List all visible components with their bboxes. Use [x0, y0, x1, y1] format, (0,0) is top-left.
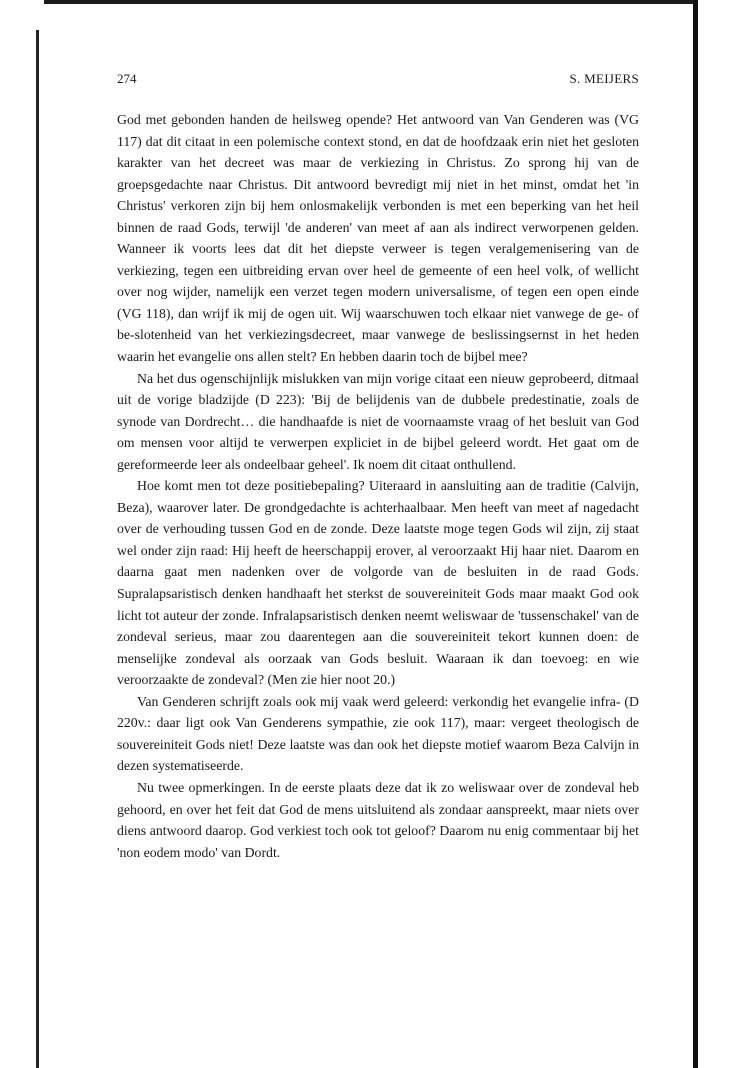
page-header: [117, 71, 639, 91]
scan-edge-right: [693, 0, 698, 1068]
paragraph-4: Van Genderen schrijft zoals ook mij vaak werd geleerd: verkondig het evangelie infra- (D 220v.: daar ligt ook Van Genderens sympathie, zie ook 117), maar: vergeet theologisch de souvereiniteit Gods niet! Deze laatste was dan ook het diepste motief waarom Beza Calvijn in dezen systematiseerde.: [117, 693, 639, 774]
running-head: S. MEIJERS: [569, 71, 639, 86]
paragraph-3: Hoe komt men tot deze positiebepaling? Uiteraard in aansluiting aan de traditie (Calvijn, Beza), waarover later. De grondgedachte is achterhaalbaar. Men heeft van meet af nagedacht over de verhouding tussen God en de zonde. Deze laatste moge tegen Gods wil zijn, zij staat wel onder zijn raad: Hij heeft de heerschappij erover, al veroorzaakt Hij haar niet. Daarom en daarna gaat men nadenken over de volgorde van de besluiten in de raad Gods. Supralapsaristisch denken handhaaft het sterkst de souvereiniteit Gods maar maakt God ook licht tot auteur der zonde. Infralapsaristisch denken neemt weliswaar de 'tussenschakel' van de zondeval serieus, maar zou daarentegen aan die souvereiniteit tekort kunnen doen: de menselijke zondeval als oorzaak van Gods besluit. Waaraan ik dan toevoeg: en wie veroorzaakte de zondeval? (Men zie hier noot 20.): [117, 478, 639, 688]
scan-edge-top: [44, 0, 694, 4]
paragraph-2: Na het dus ogenschijnlijk mislukken van mijn vorige citaat een nieuw geprobeerd, ditmaal uit de vorige bladzijde (D 223): 'Bij de belijdenis van de dubbele predestinatie, zoals de synode van Dordrecht… die handhaafde is niet de voornaamste vraag of het besluit van God om mensen voor altijd te verwerpen expliciet in de bijbel geleerd wordt. Het gaat om de gereformeerde leer als ondeelbaar geheel'. Ik noem dit citaat onthullend.: [117, 370, 639, 472]
page-number: 274: [117, 71, 137, 86]
body-text: [117, 109, 639, 863]
paragraph-5: Nu twee opmerkingen. In de eerste plaats deze dat ik zo weliswaar over de zondeval heb gehoord, en over het feit dat God de mens uitsluitend als zondaar aanspreekt, maar niets over diens antwoord daarop. God verkiest toch ook tot geloof? Daarom nu enig commentaar bij het 'non eodem modo' van Dordt.: [117, 779, 639, 860]
paragraph-1: God met gebonden handen de heilsweg opende? Het antwoord van Van Genderen was (VG 117) dat dit citaat in een polemische context stond, en dat de hoofdzaak erin niet het gesloten karakter van het decreet was maar de verkiezing in Christus. Zo sprong hij van de groepsgedachte naar Christus. Dit antwoord bevredigt mij niet in het minst, omdat het 'in Christus' verkoren zijn bij hem onlosmakelijk verbonden is met een beperking van het heil binnen de raad Gods, terwijl 'de anderen' van meet af aan als indirect verworpenen gelden. Wanneer ik voorts lees dat dit het diepste verweer is tegen veralgemenisering van de verkiezing, tegen een uitbreiding ervan over heel de gemeente of een heel volk, of wellicht over nog wijder, namelijk een verzet tegen modern universalisme, of tegen een open einde (VG 118), dan wrijf ik mij de ogen uit. Wij waarschuwen toch elkaar niet vanwege de ge- of be-slotenheid van het verkiezingsdecreet, maar vanwege de beslissingsernst in het heden waarin het evangelie ons allen stelt? En hebben daarin toch de bijbel mee?: [117, 112, 639, 365]
scan-edge-left: [36, 30, 39, 1068]
